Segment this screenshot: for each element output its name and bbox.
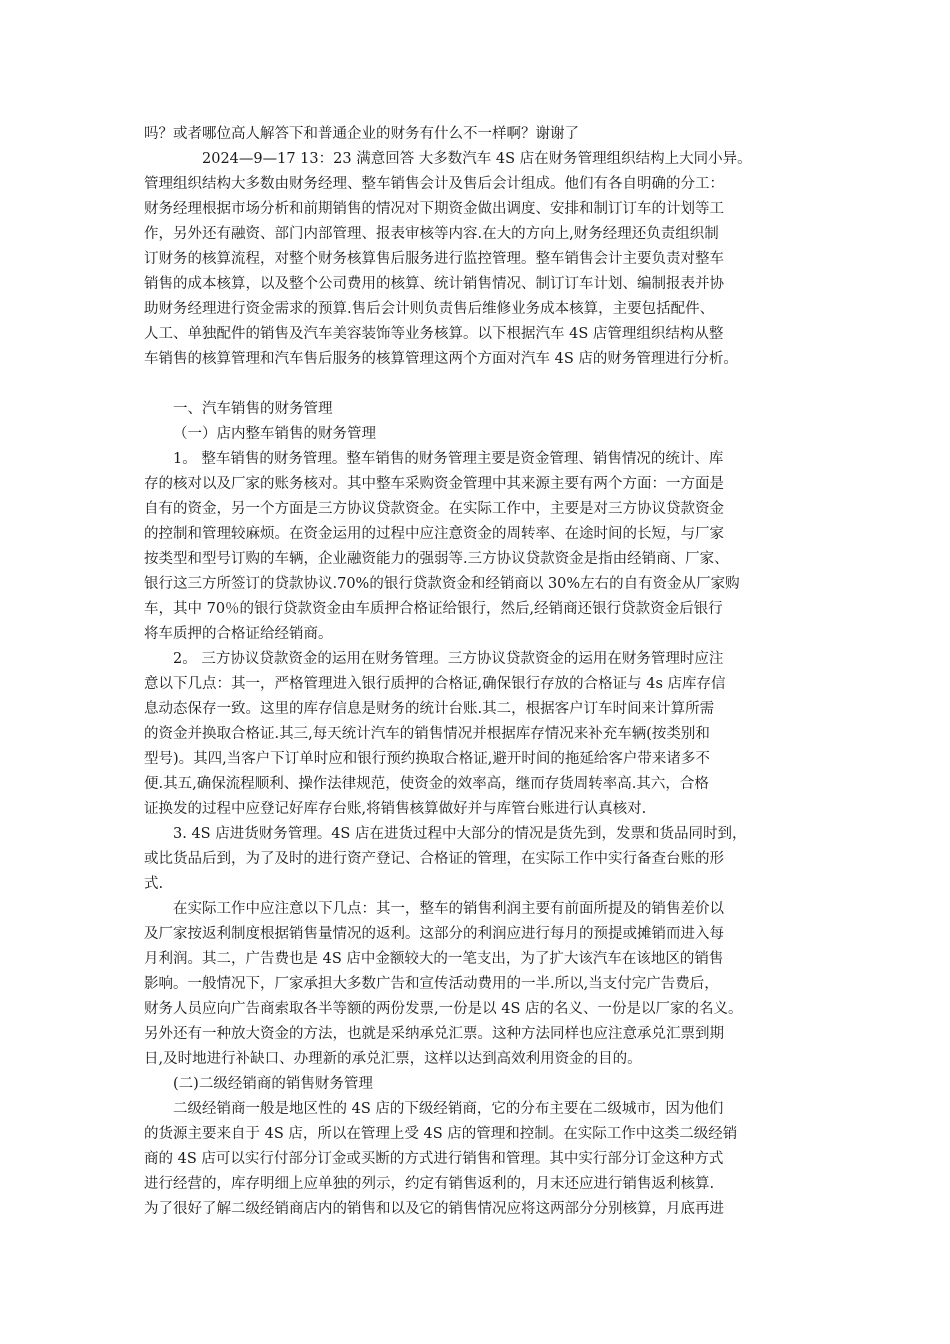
text-line: 便.其五,确保流程顺利、操作法律规范，使资金的效率高，继而存货周转率高.其六，合格 — [144, 776, 709, 792]
text-line: 一、汽车销售的财务管理 — [173, 401, 333, 417]
text-line: 式. — [144, 876, 164, 892]
text-line: 1。 整车销售的财务管理。整车销售的财务管理主要是资金管理、销售情况的统计、库 — [173, 451, 724, 467]
text-line: 助财务经理进行资金需求的预算.售后会计则负责售后维修业务成本核算，主要包括配件、 — [144, 301, 715, 317]
text-line: 自有的资金，另一个方面是三方协议贷款资金。在实际工作中，主要是对三方协议贷款资金 — [144, 501, 724, 517]
text-line: 日,及时地进行补缺口、办理新的承兑汇票，这样以达到高效利用资金的目的。 — [144, 1051, 642, 1067]
text-line: 另外还有一种放大资金的方法，也就是采纳承兑汇票。这种方法同样也应注意承兑汇票到期 — [144, 1026, 724, 1042]
text-line: 财务人员应向广告商索取各半等额的两份发票,一份是以 4S 店的名义、一份是以厂家的名义。 — [144, 1001, 743, 1017]
text-line: 人工、单独配件的销售及汽车美容装饰等业务核算。以下根据汽车 4S 店管理组织结构从整 — [144, 326, 724, 342]
text-line: 车，其中 70％的银行贷款资金由车质押合格证给银行，然后,经销商还银行贷款资金后银行 — [144, 601, 723, 617]
text-line: 2。 三方协议贷款资金的运用在财务管理。三方协议贷款资金的运用在财务管理时应注 — [173, 651, 724, 667]
text-line: 或比货品后到，为了及时的进行资产登记、合格证的管理，在实际工作中实行备查台账的形 — [144, 851, 724, 867]
text-line: 证换发的过程中应登记好库存台账,将销售核算做好并与库管台账进行认真核对. — [144, 801, 647, 817]
text-line: 在实际工作中应注意以下几点：其一，整车的销售利润主要有前面所提及的销售差价以 — [173, 901, 724, 917]
text-line: 二级经销商一般是地区性的 4S 店的下级经销商，它的分布主要在二级城市，因为他们 — [173, 1101, 724, 1117]
text-line: 影响。一般情况下，厂家承担大多数广告和宣传活动费用的一半.所以,当支付完广告费后， — [144, 976, 719, 992]
text-line: 意以下几点：其一，严格管理进入银行质押的合格证,确保银行存放的合格证与 4s 店库存信 — [144, 676, 726, 692]
text-line: 车销售的核算管理和汽车售后服务的核算管理这两个方面对汽车 4S 店的财务管理进行分析。 — [144, 351, 738, 367]
text-line: 按类型和型号订购的车辆，企业融资能力的强弱等.三方协议贷款资金是指由经销商、厂家、 — [144, 551, 729, 567]
text-line: 存的核对以及厂家的账务核对。其中整车采购资金管理中其来源主要有两个方面：一方面是 — [144, 476, 724, 492]
text-line: 的货源主要来自于 4S 店，所以在管理上受 4S 店的管理和控制。在实际工作中这类二级经销 — [144, 1126, 738, 1142]
text-line: 为了很好了解二级经销商店内的销售和以及它的销售情况应将这两部分分别核算，月底再进 — [144, 1201, 724, 1217]
text-line: 财务经理根据市场分析和前期销售的情况对下期资金做出调度、安排和制订订车的计划等工 — [144, 201, 724, 217]
text-line: 销售的成本核算，以及整个公司费用的核算、统计销售情况、制订订车计划、编制报表并协 — [144, 276, 724, 292]
document-page — [144, 122, 824, 1222]
text-line: （一）店内整车销售的财务管理 — [173, 426, 376, 442]
text-line: 3. 4S 店进货财务管理。4S 店在进货过程中大部分的情况是货先到，发票和货品同时到， — [173, 826, 747, 842]
text-line: 吗？或者哪位高人解答下和普通企业的财务有什么不一样啊？谢谢了 — [144, 126, 579, 142]
text-line: 银行这三方所签订的贷款协议.70%的银行贷款资金和经销商以 30%左右的自有资金从厂家购 — [144, 576, 740, 592]
text-line: 及厂家按返利制度根据销售量情况的返利。这部分的利润应进行每月的预提或摊销而进入每 — [144, 926, 724, 942]
text-line: 商的 4S 店可以实行付部分订金或买断的方式进行销售和管理。其中实行部分订金这种方式 — [144, 1151, 724, 1167]
text-line: 进行经营的，库存明细上应单独的列示，约定有销售返利的，月末还应进行销售返利核算. — [144, 1176, 715, 1192]
blank-line — [144, 372, 824, 397]
text-line: (二)二级经销商的销售财务管理 — [173, 1076, 373, 1092]
text-line: 的资金并换取合格证.其三,每天统计汽车的销售情况并根据库存情况来补充车辆(按类别和 — [144, 726, 710, 742]
text-line: 作，另外还有融资、部门内部管理、报表审核等内容.在大的方向上,财务经理还负责组织制 — [144, 226, 719, 242]
text-line: 息动态保存一致。这里的库存信息是财务的统计台账.其二，根据客户订车时间来计算所需 — [144, 701, 715, 717]
text-line: 月利润。其二，广告费也是 4S 店中金额较大的一笔支出，为了扩大该汽车在该地区的销售 — [144, 951, 724, 967]
text-line: 订财务的核算流程，对整个财务核算售后服务进行监控管理。整车销售会计主要负责对整车 — [144, 251, 724, 267]
text-line: 2024—9—17 13：23 满意回答 大多数汽车 4S 店在财务管理组织结构上大同小异。 — [202, 151, 752, 167]
text-line: 的控制和管理较麻烦。在资金运用的过程中应注意资金的周转率、在途时间的长短，与厂家 — [144, 526, 724, 542]
text-line: 管理组织结构大多数由财务经理、整车销售会计及售后会计组成。他们有各自明确的分工： — [144, 176, 724, 192]
text-line: 型号)。其四,当客户下订单时应和银行预约换取合格证,避开时间的拖延给客户带来诸多不 — [144, 751, 710, 767]
text-line: 将车质押的合格证给经销商。 — [144, 626, 333, 642]
